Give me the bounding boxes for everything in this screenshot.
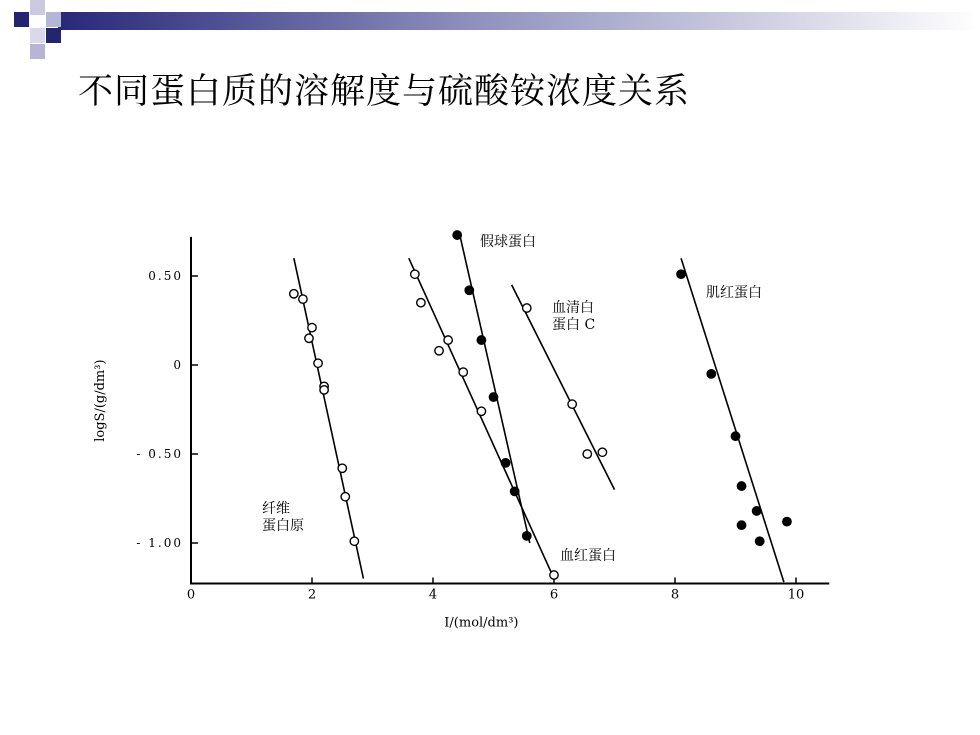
data-point <box>677 270 685 278</box>
y-tick-label: - 1.00 <box>136 536 183 550</box>
data-point <box>550 571 558 579</box>
series-label: 蛋白 C <box>552 317 596 333</box>
data-point <box>568 400 576 408</box>
x-tick-label: 0 <box>186 587 196 603</box>
y-tick-label: 0 <box>173 358 183 372</box>
x-tick-label: 4 <box>428 587 438 603</box>
data-point <box>350 537 358 545</box>
data-point <box>752 507 760 515</box>
data-point <box>305 334 313 342</box>
data-point <box>444 336 452 344</box>
data-point <box>731 432 739 440</box>
series-label: 血红蛋白 <box>560 548 616 564</box>
data-point <box>737 521 745 529</box>
data-point <box>783 517 791 525</box>
series-label: 肌红蛋白 <box>706 285 762 301</box>
data-point <box>477 336 485 344</box>
x-tick-label: 2 <box>307 587 317 603</box>
x-tick-label: 6 <box>549 587 559 603</box>
data-point <box>465 286 473 294</box>
data-point <box>523 304 531 312</box>
y-axis-label: logS/(g/dm³) <box>93 359 108 442</box>
data-point <box>308 323 316 331</box>
series-label: 血清白 <box>552 300 594 316</box>
x-axis-label: I/(mol/dm³) <box>444 615 519 631</box>
data-point <box>501 459 509 467</box>
x-tick-label: 10 <box>787 587 805 603</box>
data-point <box>459 368 467 376</box>
data-point <box>523 532 531 540</box>
data-point <box>417 299 425 307</box>
data-point <box>510 487 518 495</box>
data-point <box>756 537 764 545</box>
data-point <box>338 464 346 472</box>
series-fit-line <box>681 258 784 582</box>
data-point <box>290 290 298 298</box>
data-point <box>737 482 745 490</box>
data-point <box>489 393 497 401</box>
series-fit-line <box>460 237 530 543</box>
series-fit-line <box>294 258 364 578</box>
data-point <box>453 231 461 239</box>
data-point <box>477 407 485 415</box>
series-fit-line <box>409 258 554 578</box>
data-point <box>598 448 606 456</box>
x-tick-label: 8 <box>670 587 680 603</box>
slide-title: 不同蛋白质的溶解度与硫酸铵浓度关系 <box>78 72 691 112</box>
data-point <box>707 370 715 378</box>
y-tick-label: - 0.50 <box>136 447 183 461</box>
data-point <box>314 359 322 367</box>
data-point <box>435 347 443 355</box>
series-label: 纤维 <box>262 501 290 517</box>
data-point <box>583 450 591 458</box>
series-label: 假球蛋白 <box>480 234 536 250</box>
y-tick-label: 0.50 <box>148 269 183 283</box>
data-point <box>299 295 307 303</box>
data-point <box>320 386 328 394</box>
data-point <box>341 493 349 501</box>
data-point <box>411 270 419 278</box>
series-label: 蛋白原 <box>262 518 304 534</box>
